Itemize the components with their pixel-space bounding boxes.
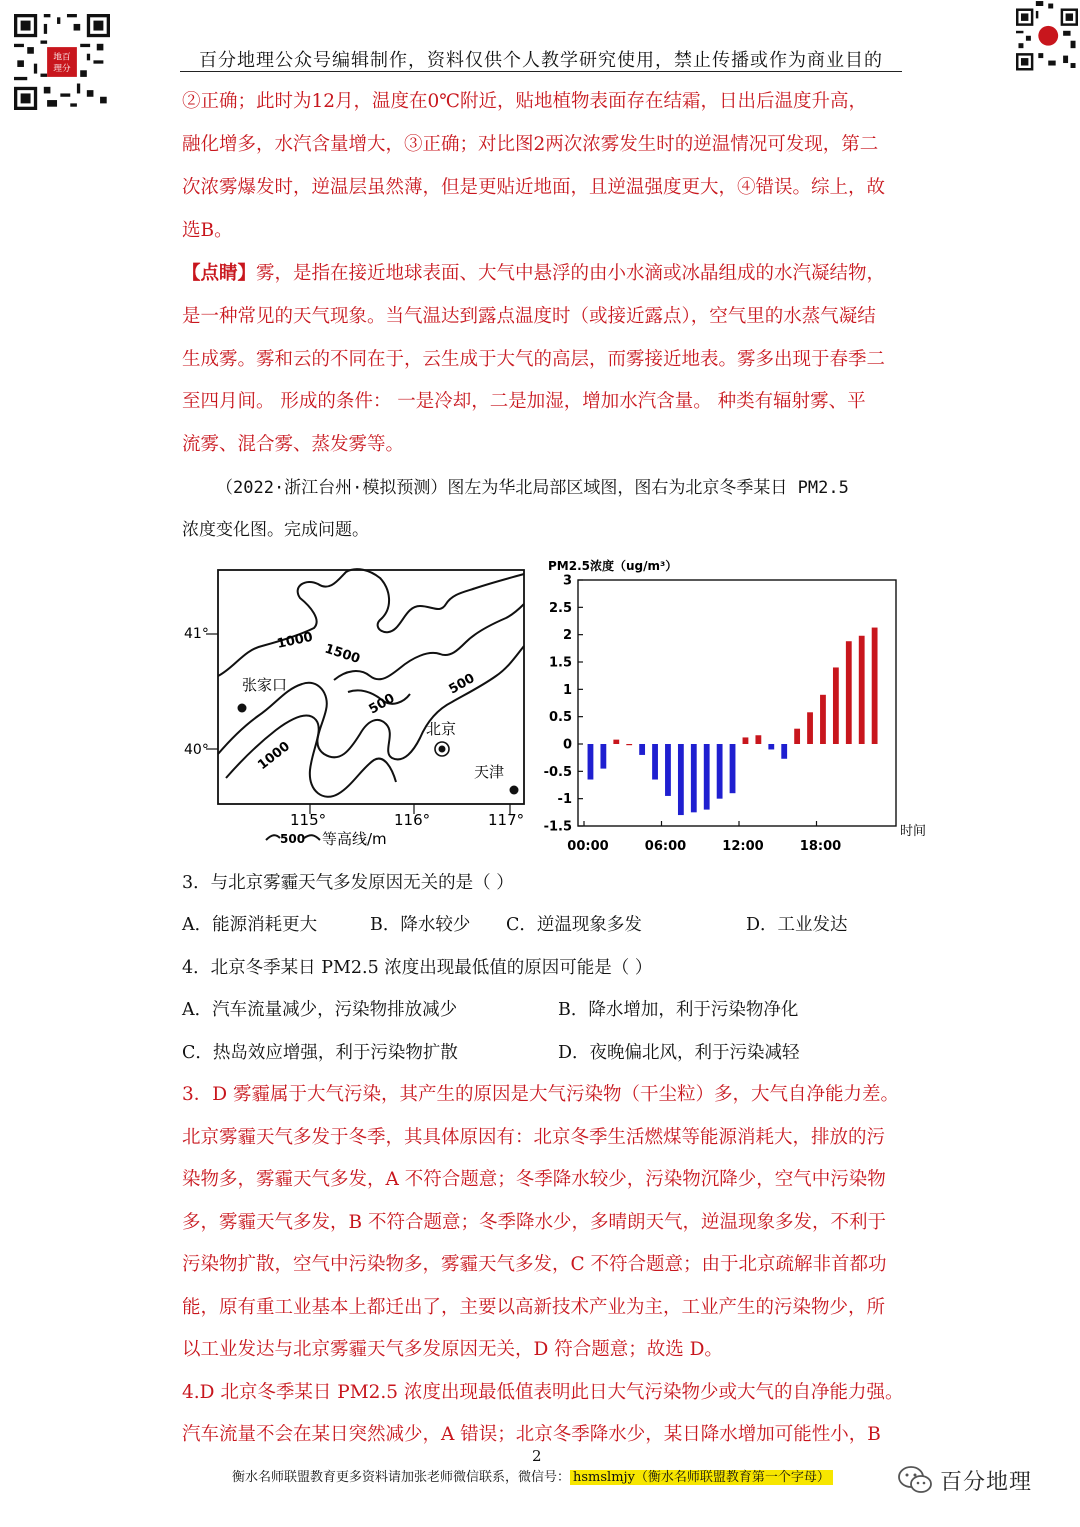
figure xyxy=(184,558,944,858)
chart-bar-hour-17 xyxy=(807,712,813,744)
footer-wechat-id: hsmslmjy（衡水名师联盟教育第一个字母） xyxy=(570,1470,833,1485)
answer3-line-5: 污染物扩散，空气中污染物多，雾霾天气多发，C 不符合题意；由于北京疏解非首都功 xyxy=(182,1254,887,1275)
note-line-4: 至四月间。 形成的条件： 一是冷却，二是加湿，增加水汽含量。 种类有辐射雾、平 xyxy=(182,391,866,412)
chart-ytick-label: 2.5 xyxy=(548,600,572,616)
explanation-line-4: 选B。 xyxy=(182,220,233,241)
q4-option-a: A．汽车流量减少，污染物排放减少 xyxy=(182,1000,458,1020)
chart-bar-hour-16 xyxy=(794,729,800,744)
note-text-1: 雾，是指在接近地球表面、大气中悬浮的由小水滴或冰晶组成的水汽凝结物， xyxy=(256,263,886,284)
explanation-line-3: 次浓雾爆发时，逆温层虽然薄，但是更贴近地面，且逆温强度更大，④错误。综上，故 xyxy=(182,177,886,198)
note-line-2: 是一种常见的天气现象。当气温达到露点温度时（或接近露点），空气里的水蒸气凝结 xyxy=(182,306,876,327)
q3-option-c: C．逆温现象多发 xyxy=(506,915,642,935)
legend-contour-value: 500 xyxy=(280,832,306,846)
qr-code-right xyxy=(1016,0,1078,74)
answer3-line-7: 以工业发达与北京雾霾天气多发原因无关，D 符合题意；故选 D。 xyxy=(182,1339,723,1360)
chart-bar-hour-3 xyxy=(626,744,632,745)
footer-contact-text: 衡水名师联盟教育更多资料请加张老师微信联系，微信号： xyxy=(232,1470,571,1485)
chart-ytick-label: 2 xyxy=(562,628,572,644)
chart-bar-hour-13 xyxy=(755,735,761,744)
legend-contour-label: 等高线/m xyxy=(322,830,387,848)
beijing-marker-dot xyxy=(439,746,446,753)
pm25-chart xyxy=(544,558,926,854)
wechat-icon xyxy=(898,1465,932,1495)
q4-option-c: C．热岛效应增强，利于污染物扩散 xyxy=(182,1043,458,1063)
chart-bar-hour-18 xyxy=(820,695,826,744)
qr-badge-text-top: 地百 xyxy=(53,52,71,63)
chart-bar-hour-20 xyxy=(846,641,852,744)
note-line-5: 流雾、混合雾、蒸发雾等。 xyxy=(182,434,405,455)
lat-label-41: 41° xyxy=(184,626,209,642)
lon-label-116: 116° xyxy=(394,811,431,829)
chart-bar-hour-8 xyxy=(691,744,697,812)
answer4-line-1: 4.D 北京冬季某日 PM2.5 浓度出现最低值表明此日大气污染物少或大气的自净能力强。 xyxy=(182,1382,904,1403)
contour-label-1000-south: 1000 xyxy=(255,739,293,774)
chart-bar-hour-4 xyxy=(639,744,645,755)
chart-bar-hour-12 xyxy=(743,737,749,744)
chart-ytick-label: 1.5 xyxy=(548,655,572,671)
chart-bar-hour-14 xyxy=(768,744,774,749)
brand-watermark xyxy=(898,1462,1068,1498)
lon-label-115: 115° xyxy=(290,811,327,829)
city-label-beijing: 北京 xyxy=(426,720,457,738)
chart-ytick-label: -1 xyxy=(557,792,572,808)
intro-line-1: （2022·浙江台州·模拟预测）图左为华北局部区域图，图右为北京冬季某日 PM2.5 xyxy=(216,478,849,498)
chart-xtick-label: 06:00 xyxy=(644,839,687,854)
explanation-line-2: 融化增多，水汽含量增大，③正确；对比图2两次浓雾发生时的逆温情况可发现，第二 xyxy=(182,134,879,155)
zhangjiakou-marker xyxy=(238,704,247,713)
contour-label-1000-north: 1000 xyxy=(275,629,315,652)
q4-stem: 4．北京冬季某日 PM2.5 浓度出现最低值的原因可能是（ ） xyxy=(182,958,653,978)
chart-bar-hour-11 xyxy=(730,744,736,793)
city-label-tianjin: 天津 xyxy=(474,763,505,781)
contour-label-1500: 1500 xyxy=(322,641,362,667)
chart-ytick-label: 0 xyxy=(562,737,572,753)
note-line-1 xyxy=(182,262,885,286)
chart-ytick-label: -1.5 xyxy=(543,819,572,835)
qr-badge-text-bottom: 理分 xyxy=(53,63,71,74)
chart-xtick-label: 00:00 xyxy=(567,839,609,854)
chart-bar-hour-6 xyxy=(665,744,671,796)
page-header: 百分地理公众号编辑制作，资料仅供个人教学研究使用，禁止传播或作为商业目的 xyxy=(199,50,883,71)
qr-code-left xyxy=(14,14,110,110)
answer4-line-2: 汽车流量不会在某日突然减少，A 错误；北京冬季降水少，某日降水增加可能性小，B xyxy=(182,1424,881,1445)
chart-xtick-label: 12:00 xyxy=(722,839,764,854)
map xyxy=(184,569,524,848)
q4-option-d: D．夜晚偏北风，利于污染减轻 xyxy=(558,1043,800,1063)
chart-bar-hour-7 xyxy=(678,744,684,815)
q4-option-b: B．降水增加，利于污染物净化 xyxy=(558,1000,799,1020)
answer3-line-3: 染物多，雾霾天气多发，A 不符合题意；冬季降水较少，污染物沉降少，空气中污染物 xyxy=(182,1169,886,1190)
lon-label-117: 117° xyxy=(488,811,525,829)
chart-bar-hour-1 xyxy=(600,744,606,769)
note-label: 【点睛】 xyxy=(182,263,257,284)
q3-option-a: A．能源消耗更大 xyxy=(182,915,318,935)
chart-title: PM2.5浓度（ug/m³） xyxy=(548,559,678,573)
chart-xtick-label: 18:00 xyxy=(799,839,842,854)
q3-option-d: D．工业发达 xyxy=(746,915,848,935)
explanation-line-1: ②正确；此时为12月，温度在0℃附近，贴地植物表面存在结霜，日出后温度升高， xyxy=(182,91,868,112)
brand-name: 百分地理 xyxy=(940,1469,1033,1495)
contour-label-500-center: 500 xyxy=(366,690,398,718)
q3-option-b: B．降水较少 xyxy=(370,915,471,935)
answer3-line-2: 北京雾霾天气多发于冬季，其具体原因有：北京冬季生活燃煤等能源消耗大，排放的污 xyxy=(182,1127,886,1148)
chart-bar-hour-15 xyxy=(781,744,787,759)
chart-ytick-label: 1 xyxy=(562,682,572,698)
q3-stem: 3．与北京雾霾天气多发原因无关的是（ ） xyxy=(182,873,514,893)
chart-bar-hour-21 xyxy=(859,636,865,744)
footer xyxy=(232,1466,833,1485)
chart-ytick-label: 3 xyxy=(562,573,572,589)
tianjin-marker xyxy=(510,786,519,795)
lat-label-40: 40° xyxy=(184,742,209,758)
answer3-line-1: 3．D 雾霾属于大气污染，其产生的原因是大气污染物（干尘粒）多，大气自净能力差。 xyxy=(182,1084,899,1105)
chart-bar-hour-19 xyxy=(833,667,839,744)
chart-bar-hour-9 xyxy=(704,744,710,810)
answer3-line-6: 能，原有重工业基本上都迁出了，主要以高新技术产业为主，工业产生的污染物少，所 xyxy=(182,1297,886,1318)
page-number: 2 xyxy=(532,1447,542,1465)
contour-label-500-east: 500 xyxy=(446,670,478,698)
city-label-zhangjiakou: 张家口 xyxy=(242,676,288,694)
chart-bar-hour-0 xyxy=(588,744,594,780)
chart-bar-hour-2 xyxy=(613,740,619,744)
chart-bar-hour-5 xyxy=(652,744,658,780)
chart-ytick-label: -0.5 xyxy=(543,764,572,780)
header-divider xyxy=(180,71,902,72)
chart-bar-hour-22 xyxy=(872,628,878,744)
chart-bar-hour-10 xyxy=(717,744,723,799)
chart-ytick-label: 0.5 xyxy=(548,710,572,726)
intro-line-2: 浓度变化图。完成问题。 xyxy=(182,520,369,540)
chart-xlabel: 时间 xyxy=(900,824,927,839)
answer3-line-4: 多，雾霾天气多发，B 不符合题意；冬季降水少，多晴朗天气，逆温现象多发，不利于 xyxy=(182,1212,886,1233)
note-line-3: 生成雾。雾和云的不同在于，云生成于大气的高层，而雾接近地表。雾多出现于春季二 xyxy=(182,349,886,370)
